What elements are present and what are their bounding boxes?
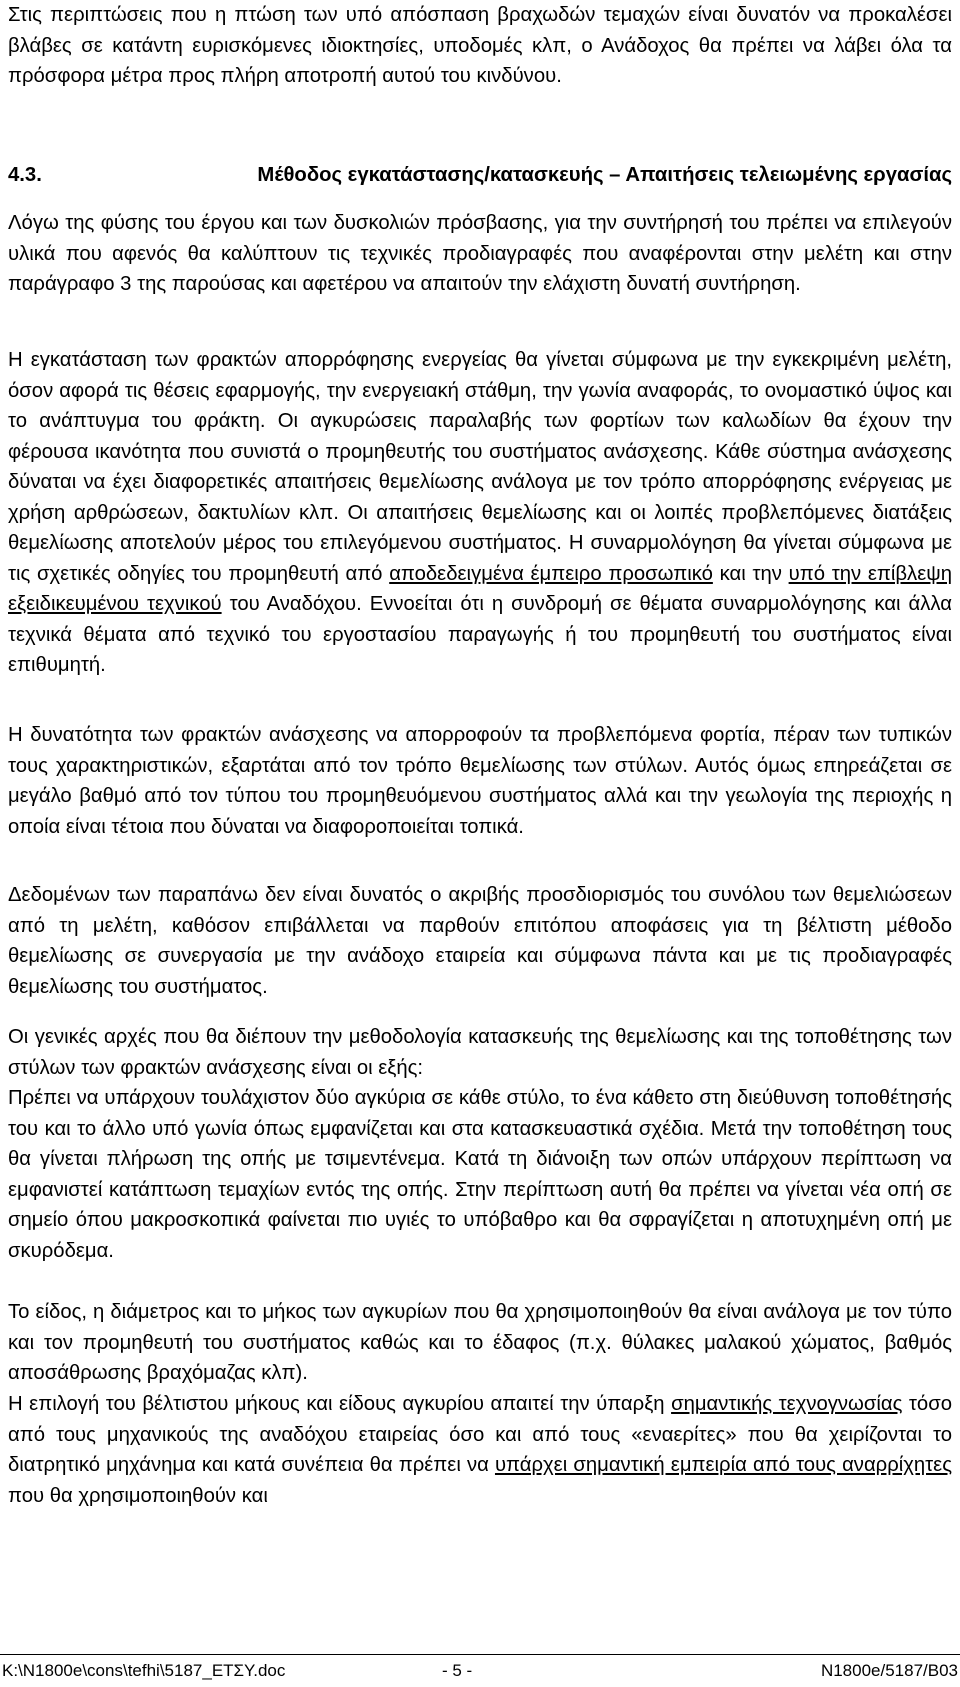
text-span: Η εγκατάσταση των φρακτών απορρόφησης ενεργείας θα γίνεται σύμφωνα με την εγκεκριμένη μελέτη, όσον αφορά τις θέσεις εφαρμογής, την ενεργειακή στάθμη, την γωνία αναφοράς, το ονομαστικό ύψος και το ανάπτυγμα του φράκτη. Οι αγκυρώσεις παραλαβής των φορτίων των καλωδίων θα έχουν την φέρουσα ικανότητα που συνιστά ο προμηθευτής του συστήματος ανάσχεσης. Κάθε σύστημα ανάσχεσης δύναται να έχει διαφορετικές απαιτήσεις θεμελίωσης ανάλογα με τον τρόπο απορρόφησης ενέργειας με χρήση αρθρώσεων, δακτυλίων κλπ. Οι απαιτήσεις θεμελίωσης και οι λοιπές προβλεπόμενες διατάξεις θεμελίωσης αποτελούν μέρος του επιλεγόμενου συστήματος. Η συναρμολόγηση θα γίνεται σύμφωνα με τις σχετικές οδηγίες του προμηθευτή από: [8, 349, 952, 585]
paragraph-installation: [8, 345, 952, 681]
page-footer: [2, 1660, 958, 1682]
underlined-text: υπό την επίβλεψη εξειδικευμένου τεχνικού: [8, 562, 952, 615]
paragraph-intro: Στις περιπτώσεις που η πτώση των υπό απόσπαση βραχωδών τεμαχών είναι δυνατόν να προκαλέσει βλάβες σε κατάντη ευρισκόμενες ιδιοκτησίες, υποδομές κλπ, ο Ανάδοχος θα πρέπει να λάβει όλα τα πρόσφορα μέτρα προς πλήρη αποτροπή αυτού του κινδύνου.: [8, 4, 952, 87]
text-span: του Αναδόχου. Εννοείται ότι η συνδρομή σε θέματα συναρμολόγησης και άλλα τεχνικά θέματα από τεχνικό του εργοστασίου παραγωγής ή του προμηθευτή του συστήματος είναι επιθυμητή.: [8, 593, 952, 676]
section-title: Μέθοδος εγκατάστασης/κατασκευής – Απαιτήσεις τελειωμένης εργασίας: [257, 164, 952, 186]
paragraph-expertise: [8, 1389, 952, 1511]
paragraph-capacity: Η δυνατότητα των φρακτών ανάσχεσης να απορροφούν τα προβλεπόμενα φορτία, πέραν των τυπικών τους χαρακτηριστικών, εξαρτάται από τον τρόπο θεμελίωσης των στύλων. Αυτός όμως επηρεάζεται σε μεγάλο βαθμό από τον τύπου του προμηθευόμενου συστήματος αλλά και την γεωλογία της περιοχής η οποία είναι τέτοια που δύναται να διαφοροποιείται τοπικά.: [8, 724, 952, 838]
text-span: και την: [712, 562, 789, 585]
text-span: που θα χρησιμοποιηθούν και: [8, 1484, 268, 1507]
paragraph-materials: Λόγω της φύσης του έργου και των δυσκολιών πρόσβασης, για την συντήρησή του πρέπει να επιλεγούν υλικά που αφενός θα καλύπτουν τις τεχνικές προδιαγραφές που αναφέρονται στην μελέτη και στην παράγραφο 3 της παρούσας και αφετέρου να απαιτούν την ελάχιστη δυνατή συντήρηση.: [8, 212, 952, 295]
section-number: 4.3.: [8, 164, 42, 186]
paragraph-anchors: Το είδος, η διάμετρος και το μήκος των αγκυρίων που θα χρησιμοποιηθούν θα είναι ανάλογα με τον τύπο και τον προμηθευτή του συστήματος καθώς και το έδαφος (π.χ. θύλακες μαλακού χώματος, βαθμός αποσάθρωσης βραχόμαζας κλπ).: [8, 1301, 952, 1384]
underlined-text: σημαντικής τεχνογνωσίας: [671, 1393, 903, 1415]
text-span: Η επιλογή του βέλτιστου μήκους και είδους αγκυρίου απαιτεί την ύπαρξη: [8, 1393, 672, 1415]
footer-doc-code: N1800e/5187/B03: [820, 1661, 958, 1680]
underlined-text: αποδεδειγμένα έμπειρο προσωπικό: [389, 562, 713, 585]
text-span: τόσο από τους μηχανικούς της αναδόχου εταιρείας όσο και από τους «εναερίτες» που θα χειρίζονται το διατρητικό μηχάνημα και κατά συνέπεια θα πρέπει να: [8, 1393, 953, 1476]
underlined-text: υπάρχει σημαντική εμπειρία από τους αναρρίχητες: [494, 1454, 952, 1476]
footer-divider: [0, 1654, 960, 1655]
paragraph-foundations: Δεδομένων των παραπάνω δεν είναι δυνατός ο ακριβής προσδιορισμός του συνόλου των θεμελιώσεων από τη μελέτη, καθόσον επιβάλλεται να παρθούν επιτόπου αποφάσεις για τη βέλτιστη μέθοδο θεμελίωσης σε συνεργασία με την ανάδοχο εταιρεία και σύμφωνα πάντα και με τις προδιαγραφές θεμελίωσης του συστήματος.: [8, 884, 952, 998]
footer-page-number: - 5 -: [442, 1661, 473, 1680]
section-heading: [8, 160, 952, 191]
paragraph-principles: Πρέπει να υπάρχουν τουλάχιστον δύο αγκύρια σε κάθε στύλο, το ένα κάθετο στη διεύθυνση τοποθέτησής του και το άλλο υπό γωνία όπως εμφανίζεται και στα κατασκευαστικά σχέδια. Μετά την τοποθέτηση τους θα γίνεται πλήρωση της οπής με τσιμεντένεμα. Κατά τη διάνοιξη των οπών υπάρχουν περίπτωση να εμφανιστεί κατάπτωση τεμαχίων εντός της οπής. Στην περίπτωση αυτή θα πρέπει να γίνεται νέα οπή σε σημείο όπου μακροσκοπικά φαίνεται πιο υγιές το υπόβαθρο και θα σφραγίζεται η αποτυχημένη οπή με σκυρόδεμα.: [8, 1087, 952, 1262]
paragraph-principles-intro: Οι γενικές αρχές που θα διέπουν την μεθοδολογία κατασκευής της θεμελίωσης και της τοποθέτησης των στύλων των φρακτών ανάσχεσης είναι οι εξής:: [8, 1026, 952, 1079]
footer-file-path: K:\N1800e\cons\tefhi\5187_ΕΤΣΥ.doc: [2, 1661, 286, 1680]
